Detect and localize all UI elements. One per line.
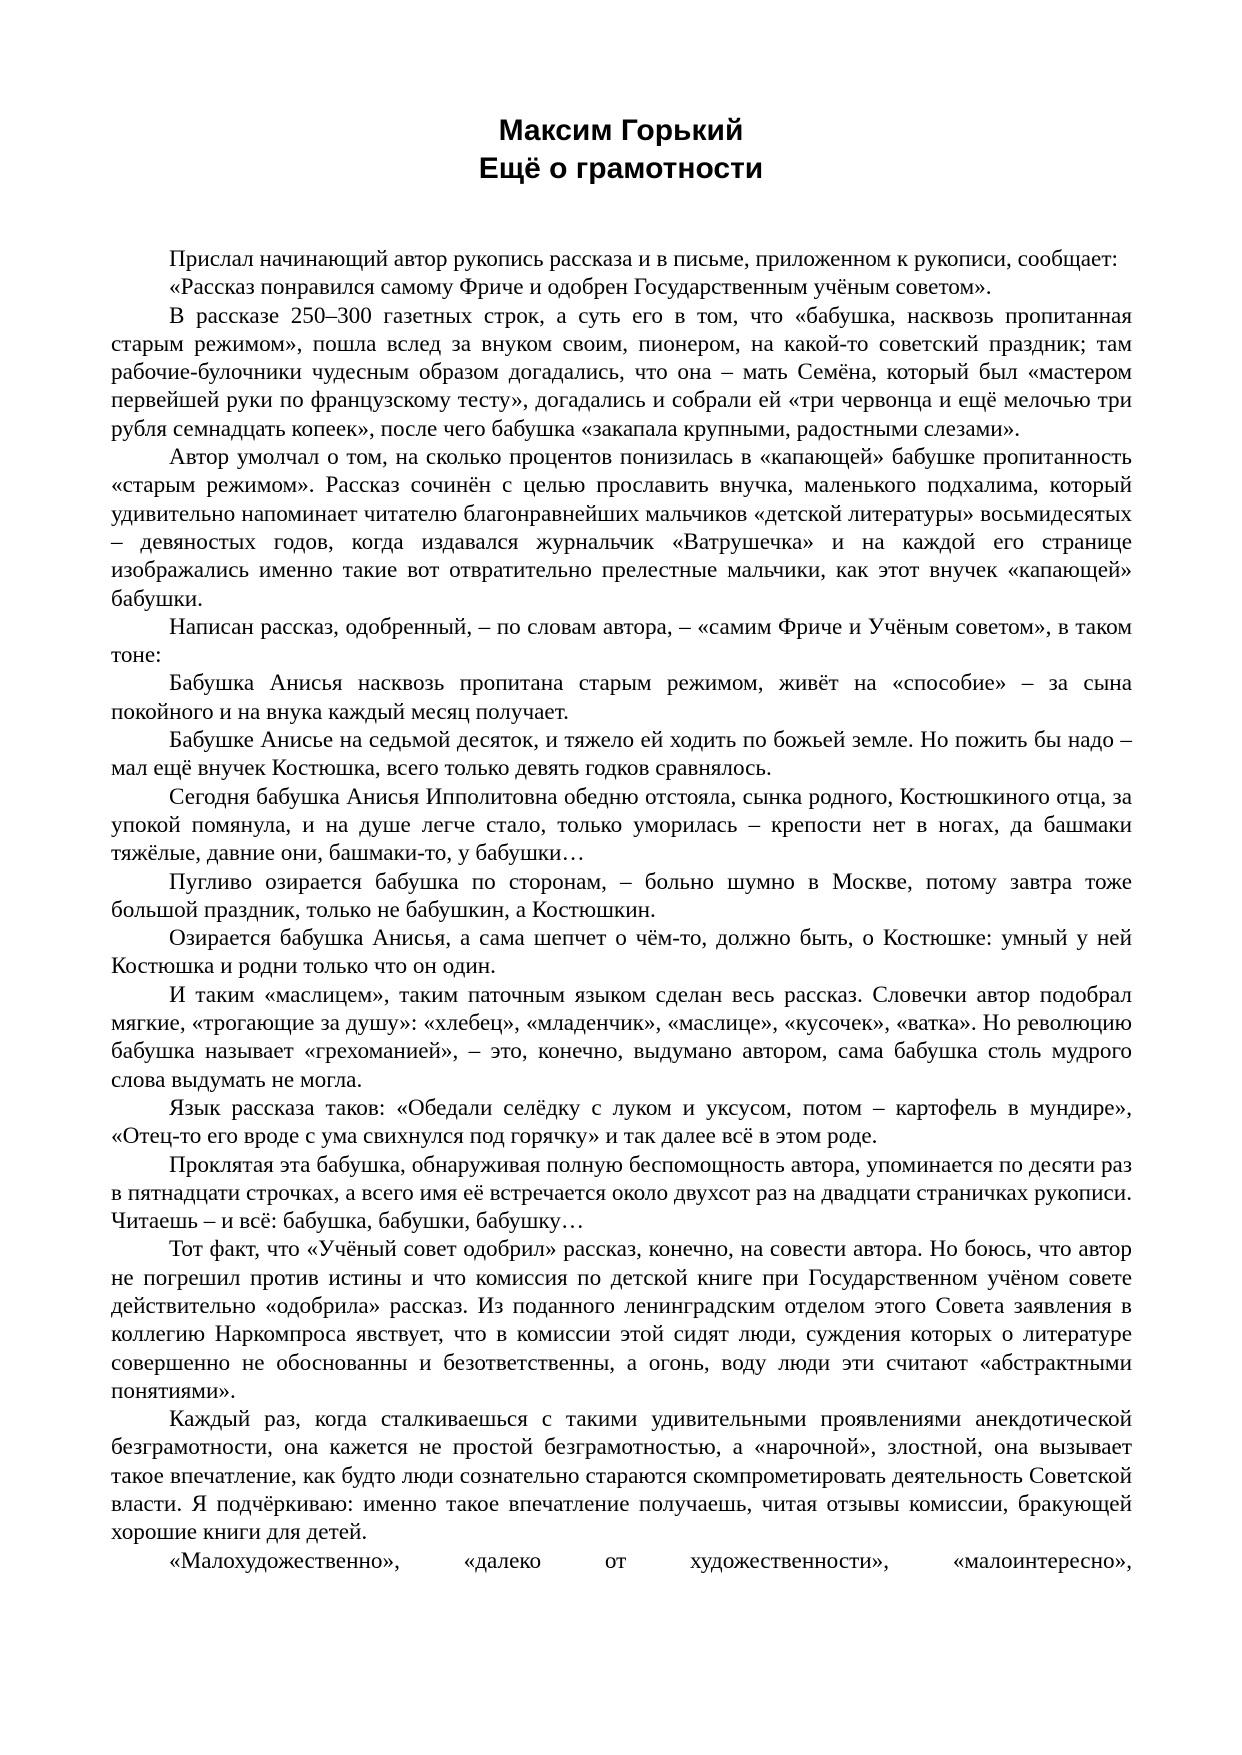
paragraph: Тот факт, что «Учёный совет одобрил» рассказ, конечно, на совести автора. Но боюсь, что автор не погрешил против истины и что комиссия по детской книге при Государственном учёном совете действительно «одобрила» рассказ. Из поданного ленинградским отделом этого Совета заявления в коллегию Наркомпроса явствует, что в комиссии этой сидят люди, суждения которых о литературе совершенно не обоснованны и безответственны, а огонь, воду люди эти считают «абстрактными понятиями». — [111, 1236, 1132, 1404]
paragraph: Бабушке Анисье на седьмой десяток, и тяжело ей ходить по божьей земле. Но пожить бы надо – мал ещё внучек Костюшка, всего только девять годков сравнялось. — [111, 727, 1132, 782]
paragraph: В рассказе 250–300 газетных строк, а суть его в том, что «бабушка, насквозь пропитанная старым режимом», пошла вслед за внуком своим, пионером, на какой-то советский праздник; там рабочие-булочники чудесным образом догадались, что она – мать Семёна, который был «мастером первейшей руки по французскому тесту», догадались и собрали ей «три червонца и ещё мелочью три рубля семнадцать копеек», после чего бабушка «закапала крупными, радостными слезами». — [111, 302, 1132, 442]
paragraph: Язык рассказа таков: «Обедали селёдку с луком и уксусом, потом – картофель в мундире», «Отец-то его вроде с ума свихнулся под горячку» и так далее всё в этом роде. — [111, 1094, 1132, 1150]
paragraph: Автор умолчал о том, на сколько процентов понизилась в «капающей» бабушке пропитанность «старым режимом». Рассказ сочинён с целью прославить внучка, маленького подхалима, который удивительно напоминает читателю благонравнейших мальчиков «детской литературы» восьмидесятых – девяностых годов, когда издавался журнальчик «Ватрушечка» и на каждой его странице изображались именно такие вот отвратительно прелестные мальчики, как этот внучек «капающей» бабушки. — [111, 444, 1132, 612]
article-body — [111, 245, 1132, 1575]
paragraph: Написан рассказ, одобренный, – по словам автора, – «самим Фриче и Учёным советом», в таком тоне: — [111, 613, 1132, 669]
title-block — [0, 112, 1242, 188]
paragraph: Сегодня бабушка Анисья Ипполитовна обедню отстояла, сынка родного, Костюшкиного отца, за упокой помянула, и на душе легче стало, только уморилась – крепости нет в ногах, да башмаки тяжёлые, давние они, башмаки-то, у бабушки… — [111, 783, 1132, 867]
paragraph: Проклятая эта бабушка, обнаруживая полную беспомощность автора, упоминается по десяти раз в пятнадцати строчках, а всего имя её встречается около двухсот раз на двадцати страничках рукописи. Читаешь – и всё: бабушка, бабушки, бабушку… — [111, 1151, 1132, 1235]
paragraph: «Рассказ понравился самому Фриче и одобрен Государственным учёным советом». — [169, 274, 992, 301]
paragraph: Озирается бабушка Анисья, а сама шепчет о чём-то, должно быть, о Костюшке: умный у ней Костюшка и родни только что он один. — [111, 925, 1132, 980]
paragraph: Пугливо озирается бабушка по сторонам, – больно шумно в Москве, потому завтра тоже большой праздник, только не бабушкин, а Костюшкин. — [111, 868, 1132, 923]
paragraph: И таким «маслицем», таким паточным языком сделан весь рассказ. Словечки автор подобрал мягкие, «трогающие за душу»: «хлебец», «младенчик», «маслице», «кусочек», «ватка». Но революцию бабушка называет «грехоманией», – это, конечно, выдумано автором, сама бабушка столь мудрого слова выдумать не могла. — [111, 981, 1132, 1093]
paragraph: Каждый раз, когда сталкиваешься с такими удивительными проявлениями анекдотической безграмотности, она кажется не простой безграмотностью, а «нарочной», злостной, она вызывает такое впечатление, как будто люди сознательно стараются скомпрометировать деятельность Советской власти. Я подчёркиваю: именно такое впечатление получаешь, читая отзывы комиссии, бракующей хорошие книги для детей. — [111, 1406, 1132, 1546]
page-title: Ещё о грамотности — [478, 152, 764, 185]
paragraph-continued: «Малохудожественно», «далеко от художественности», «малоинтересно», — [169, 1547, 1132, 1574]
author-name: Максим Горький — [498, 114, 744, 147]
paragraph: Бабушка Анисья насквозь пропитана старым режимом, живёт на «способие» – за сына покойного и на внука каждый месяц получает. — [111, 670, 1132, 725]
paragraph: Прислал начинающий автор рукопись рассказа и в письме, приложенном к рукописи, сообщает: — [169, 246, 1118, 272]
